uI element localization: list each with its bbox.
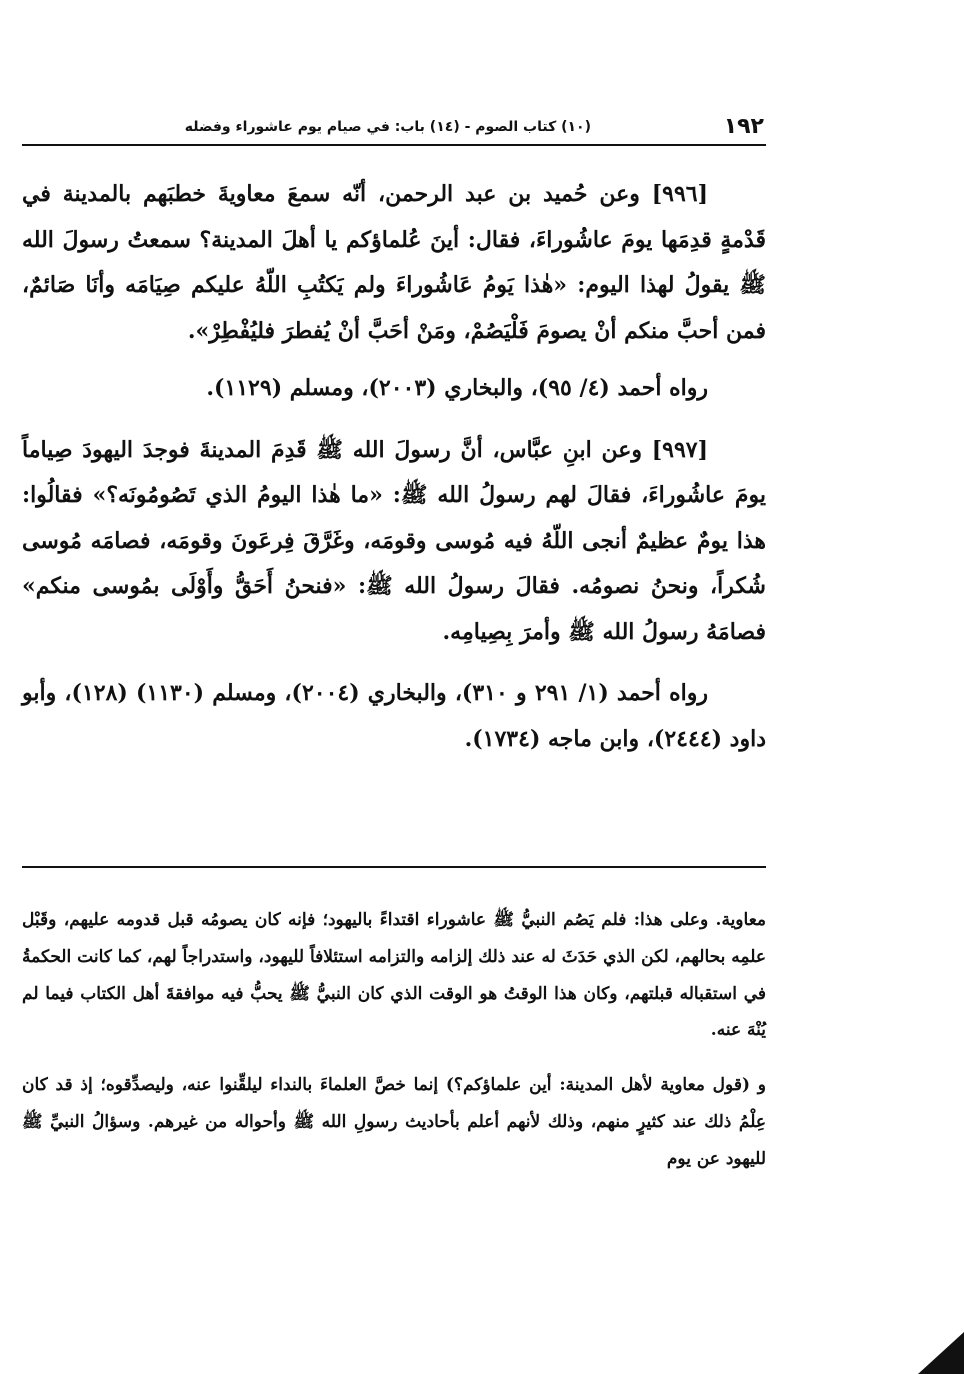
footnote-paragraph-1: معاوية. وعلى هذا: فلم يَصُم النبيُّ ﷺ عاشوراء اقتداءً باليهود؛ فإنه كان يصومُه قبل قدومه عليهم، وقَبْل علمِه بحالهم، لكن الذي حَدَثَ له عند ذلك إلزامه والتزامه استئلافاً لليهود، واستدراجاً لهم، كما كانت الحكمةُ في استقباله قبلتهم، وكان هذا الوقتُ هو الوقت الذي كان النبيُّ ﷺ يحبُّ فيه موافقةَ أهل الكتاب فيما لم يُنْهَ عنه. — [22, 910, 766, 1041]
hadith-997-source: رواه أحمد (١/ ٢٩١ و ٣١٠)، والبخاري (٢٠٠٤)، ومسلم (١١٣٠) (١٢٨)، وأبو داود (٢٤٤٤)، وابن ماجه (١٧٣٤). — [22, 680, 766, 752]
hadith-997-text: [٩٩٧] وعن ابنِ عبَّاس، أنَّ رسولَ الله ﷺ قَدِمَ المدينةَ فوجدَ اليهودَ صِياماً يومَ عاشُوراءَ، فقالَ لهم رسولُ الله ﷺ: «ما هٰذا اليومُ الذي تَصُومُونَه؟» فقالُوا: هذا يومٌ عظيمٌ أنجى اللّهُ فيه مُوسى وقومَه، وغَرَّقَ فِرعَونَ وقومَه، فصامَه مُوسى شُكراً، ونحنُ نصومُه. فقالَ رسولُ الله ﷺ: «فنحنُ أَحَقُّ وأَوْلَى بمُوسى منكم» فصامَهُ رسولُ الله ﷺ وأمرَ بِصِيامِه. — [22, 436, 766, 645]
hadith-996-text: [٩٩٦] وعن حُميد بن عبد الرحمن، أنّه سمعَ معاويةَ خطبَهم بالمدينة في قَدْمةٍ قدِمَها يومَ عاشُوراءَ، فقال: أينَ عُلماؤكم يا أهلَ المدينة؟ سمعتُ رسولَ الله ﷺ يقولُ لهذا اليوم: «هٰذا يَومُ عَاشُوراءَ ولم يَكتُبِ اللّهُ عليكم صِيَامَه وأنَا صَائمٌ، فمن أحبَّ منكم أنْ يصومَ فَلْيَصُمْ، ومَنْ أحَبَّ أنْ يُفطرَ فليُفْطِرْ». — [22, 181, 766, 344]
footnote-paragraph-2: و (قول معاوية لأهل المدينة: أين علماؤكم؟) إنما خصَّ العلماءَ بالنداء ليلقِّنوا عنه، وليصدِّقوه؛ إذ قد كان عِلْمُ ذلك عند كثيرٍ منهم، وذلك لأنهم أعلم بأحاديث رسولِ الله ﷺ وأحواله من غيرهم. وسؤالُ النبيِّ ﷺ لليهود عن يوم — [22, 1075, 766, 1169]
page-header — [22, 114, 766, 146]
main-text — [22, 172, 766, 762]
hadith-996-source: رواه أحمد (٤/ ٩٥)، والبخاري (٢٠٠٣)، ومسلم (١١٢٩). — [206, 375, 708, 401]
page-number: ١٩٢ — [723, 114, 764, 139]
footnote-separator — [22, 866, 766, 868]
running-title: (١٠) كتاب الصوم - (١٤) باب: في صيام يوم عاشوراء وفضله — [184, 119, 591, 135]
page-corner-mark — [904, 1324, 964, 1374]
footnotes — [22, 902, 766, 1178]
